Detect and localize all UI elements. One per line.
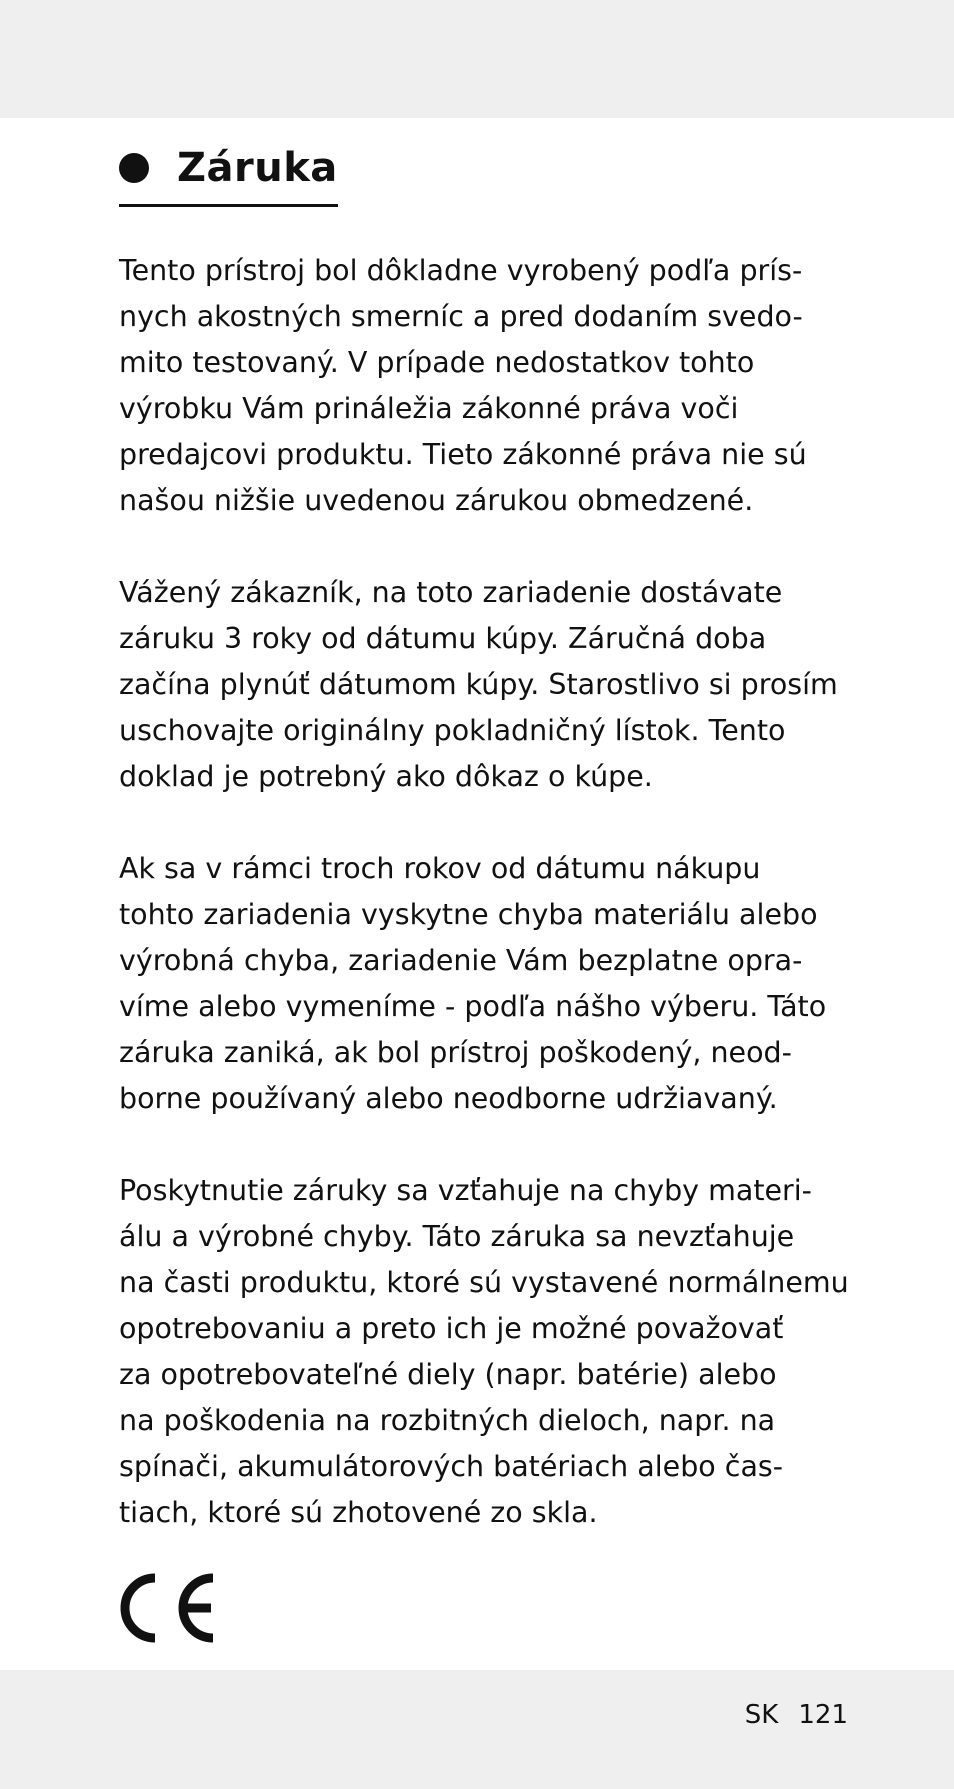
page-number: 121	[798, 1700, 848, 1730]
warranty-text	[119, 248, 859, 1536]
paragraph-3: Ak sa v rámci troch rokov od dátumu nákupu tohto zariadenia vyskytne chyba materiálu alebo výrobná chyba, zariadenie Vám bezplatne opra- víme alebo vymeníme - podľa nášho výberu. Táto záruka zaniká, ak bol prístroj poškodený, neod- borne používaný alebo neodborne udržiavaný.	[119, 852, 827, 1115]
bullet-icon	[119, 153, 149, 183]
top-band	[0, 0, 954, 118]
language-code: SK	[744, 1700, 779, 1730]
section-title: Záruka	[177, 145, 338, 191]
paragraph-1: Tento prístroj bol dôkladne vyrobený podľa prís- nych akostných smerníc a pred dodaním svedo- mito testovaný. V prípade nedostatkov tohto výrobku Vám prináležia zákonné práva voči predajcovi produktu. Tieto zákonné práva nie sú našou nižšie uvedenou zárukou obmedzené.	[119, 254, 807, 517]
paragraph-2: Vážený zákazník, na toto zariadenie dostávate záruku 3 roky od dátumu kúpy. Záručná doba začína plynúť dátumom kúpy. Starostlivo si prosím uschovajte originálny pokladničný lístok. Tento doklad je potrebný ako dôkaz o kúpe.	[119, 576, 838, 793]
section-heading	[119, 140, 338, 207]
page-footer	[745, 1697, 848, 1733]
ce-mark-icon	[119, 1572, 219, 1644]
paragraph-4: Poskytnutie záruky sa vzťahuje na chyby materi- álu a výrobné chyby. Táto záruka sa nevzťahuje na časti produktu, ktoré sú vystavené normálnemu opotrebovaniu a preto ich je možné považovať za opotrebovateľné diely (napr. batérie) alebo na poškodenia na rozbitných dieloch, napr. na spínači, akumulátorových batériach alebo čas- tiach, ktoré sú zhotovené zo skla.	[119, 1174, 849, 1529]
